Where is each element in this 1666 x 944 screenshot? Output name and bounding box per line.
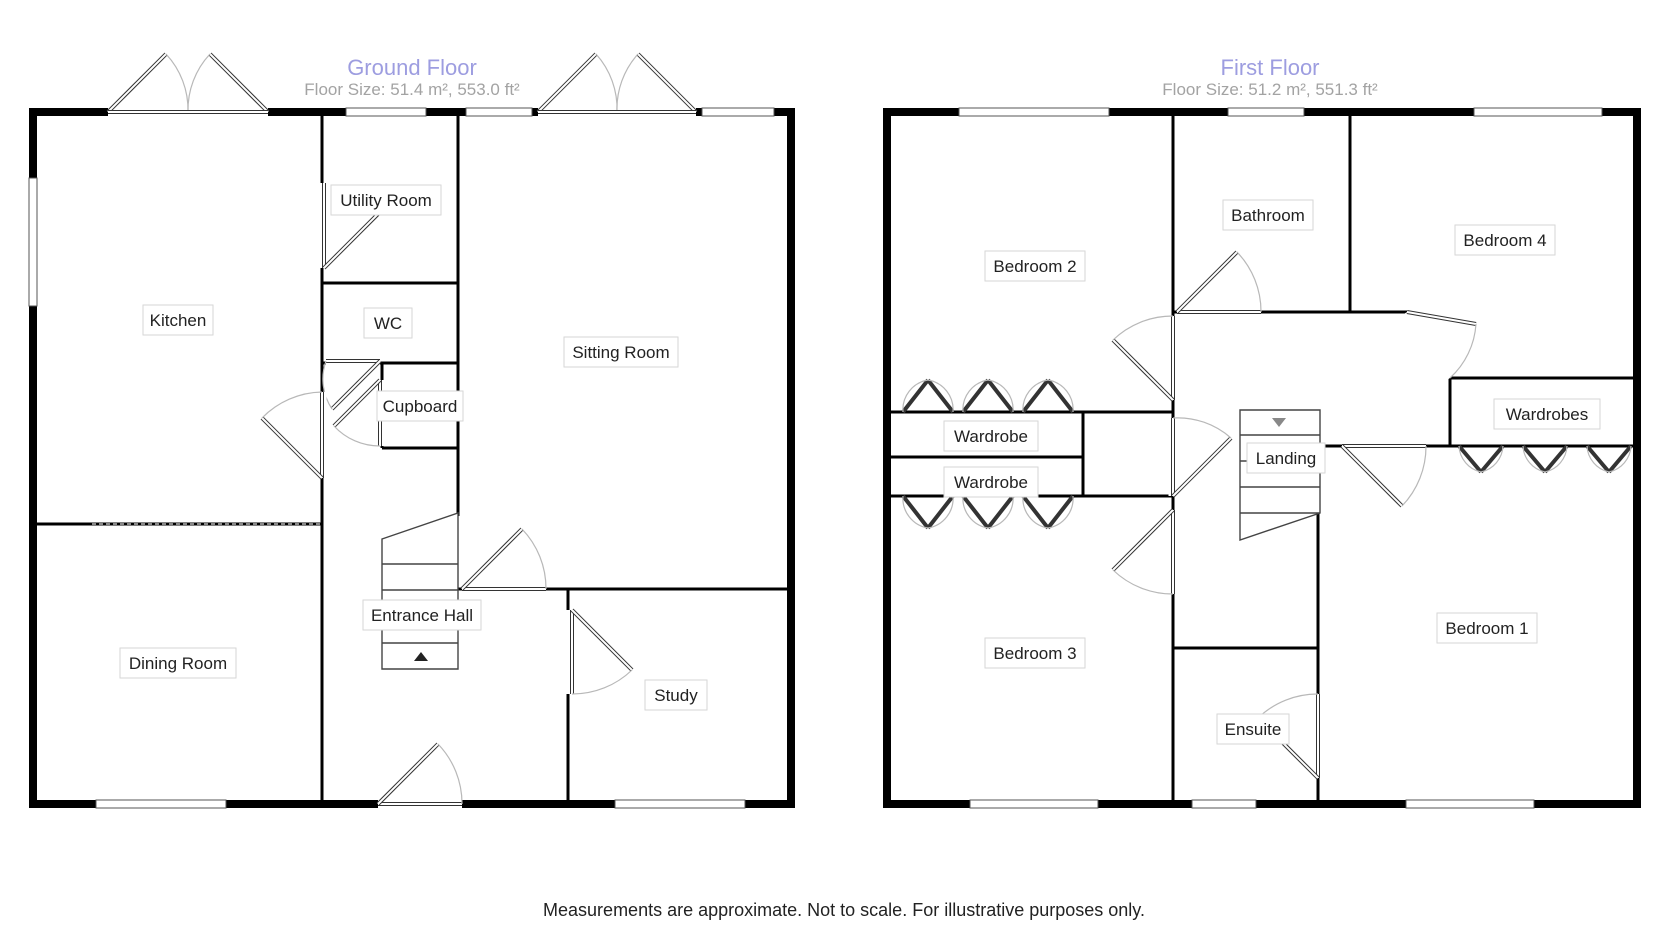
window bbox=[466, 108, 532, 116]
window bbox=[1406, 800, 1534, 808]
kitchen-french-doors[interactable] bbox=[108, 54, 268, 112]
window bbox=[29, 178, 37, 306]
cupboard-door[interactable] bbox=[334, 380, 380, 446]
ground-floor-title: Ground Floor bbox=[347, 55, 477, 80]
front-door[interactable] bbox=[378, 744, 462, 804]
bedroom-1-door[interactable] bbox=[1342, 446, 1426, 506]
bedroom-2-door[interactable] bbox=[1113, 316, 1173, 400]
landing-cupboard-door[interactable] bbox=[1173, 418, 1231, 496]
window bbox=[346, 108, 426, 116]
window bbox=[959, 108, 1109, 116]
disclaimer-text: Measurements are approximate. Not to scale. For illustrative purposes only. bbox=[543, 900, 1145, 920]
window bbox=[1228, 108, 1304, 116]
room-label-sitting-room: Sitting Room bbox=[572, 343, 670, 362]
sitting-room-door[interactable] bbox=[462, 529, 546, 589]
sitting-room-french-doors[interactable] bbox=[538, 54, 696, 112]
wardrobe-doors-bedroom-1[interactable] bbox=[1459, 446, 1631, 472]
room-label-bathroom: Bathroom bbox=[1231, 206, 1305, 225]
room-label-entrance-hall: Entrance Hall bbox=[370, 606, 474, 625]
first-floor-title: First Floor bbox=[1220, 55, 1320, 80]
wardrobe-doors-bedroom-3[interactable] bbox=[903, 496, 1073, 528]
bedroom-3-door[interactable] bbox=[1113, 510, 1173, 594]
room-label-landing: Landing bbox=[1255, 449, 1317, 468]
room-label-dining-room: Dining Room bbox=[128, 654, 228, 673]
room-label-cupboard: Cupboard bbox=[382, 397, 458, 416]
room-label-bedroom-2: Bedroom 2 bbox=[993, 257, 1077, 276]
room-label-bedroom-3: Bedroom 3 bbox=[993, 644, 1077, 663]
bedroom-4-door[interactable] bbox=[1407, 312, 1476, 378]
window bbox=[970, 800, 1098, 808]
wc-door[interactable] bbox=[323, 361, 380, 409]
first-floor-size: Floor Size: 51.2 m², 551.3 ft² bbox=[1162, 80, 1378, 99]
window bbox=[1192, 800, 1256, 808]
ground-floor-plan bbox=[29, 54, 791, 808]
first-floor-plan bbox=[887, 55, 1637, 808]
room-label-wardrobes: Wardrobes bbox=[1505, 405, 1589, 424]
room-label-bedroom-1: Bedroom 1 bbox=[1445, 619, 1529, 638]
wardrobe-doors-bedroom-2[interactable] bbox=[903, 380, 1073, 412]
bathroom-door[interactable] bbox=[1177, 252, 1261, 312]
study-door[interactable] bbox=[570, 610, 632, 694]
window bbox=[1474, 108, 1602, 116]
first-floor-staircase bbox=[1240, 410, 1320, 540]
room-label-ensuite: Ensuite bbox=[1224, 720, 1282, 739]
window bbox=[96, 800, 226, 808]
room-label-utility-room: Utility Room bbox=[340, 191, 432, 210]
room-label-wardrobe: Wardrobe bbox=[953, 427, 1029, 446]
room-label-wc: WC bbox=[373, 314, 403, 333]
kitchen-door[interactable] bbox=[262, 392, 322, 478]
ground-floor-staircase bbox=[382, 513, 458, 669]
ground-floor-size: Floor Size: 51.4 m², 553.0 ft² bbox=[304, 80, 520, 99]
room-label-wardrobe: Wardrobe bbox=[953, 473, 1029, 492]
window bbox=[702, 108, 774, 116]
window bbox=[615, 800, 745, 808]
room-label-bedroom-4: Bedroom 4 bbox=[1463, 231, 1547, 250]
room-label-kitchen: Kitchen bbox=[149, 311, 207, 330]
room-label-study: Study bbox=[654, 686, 698, 705]
